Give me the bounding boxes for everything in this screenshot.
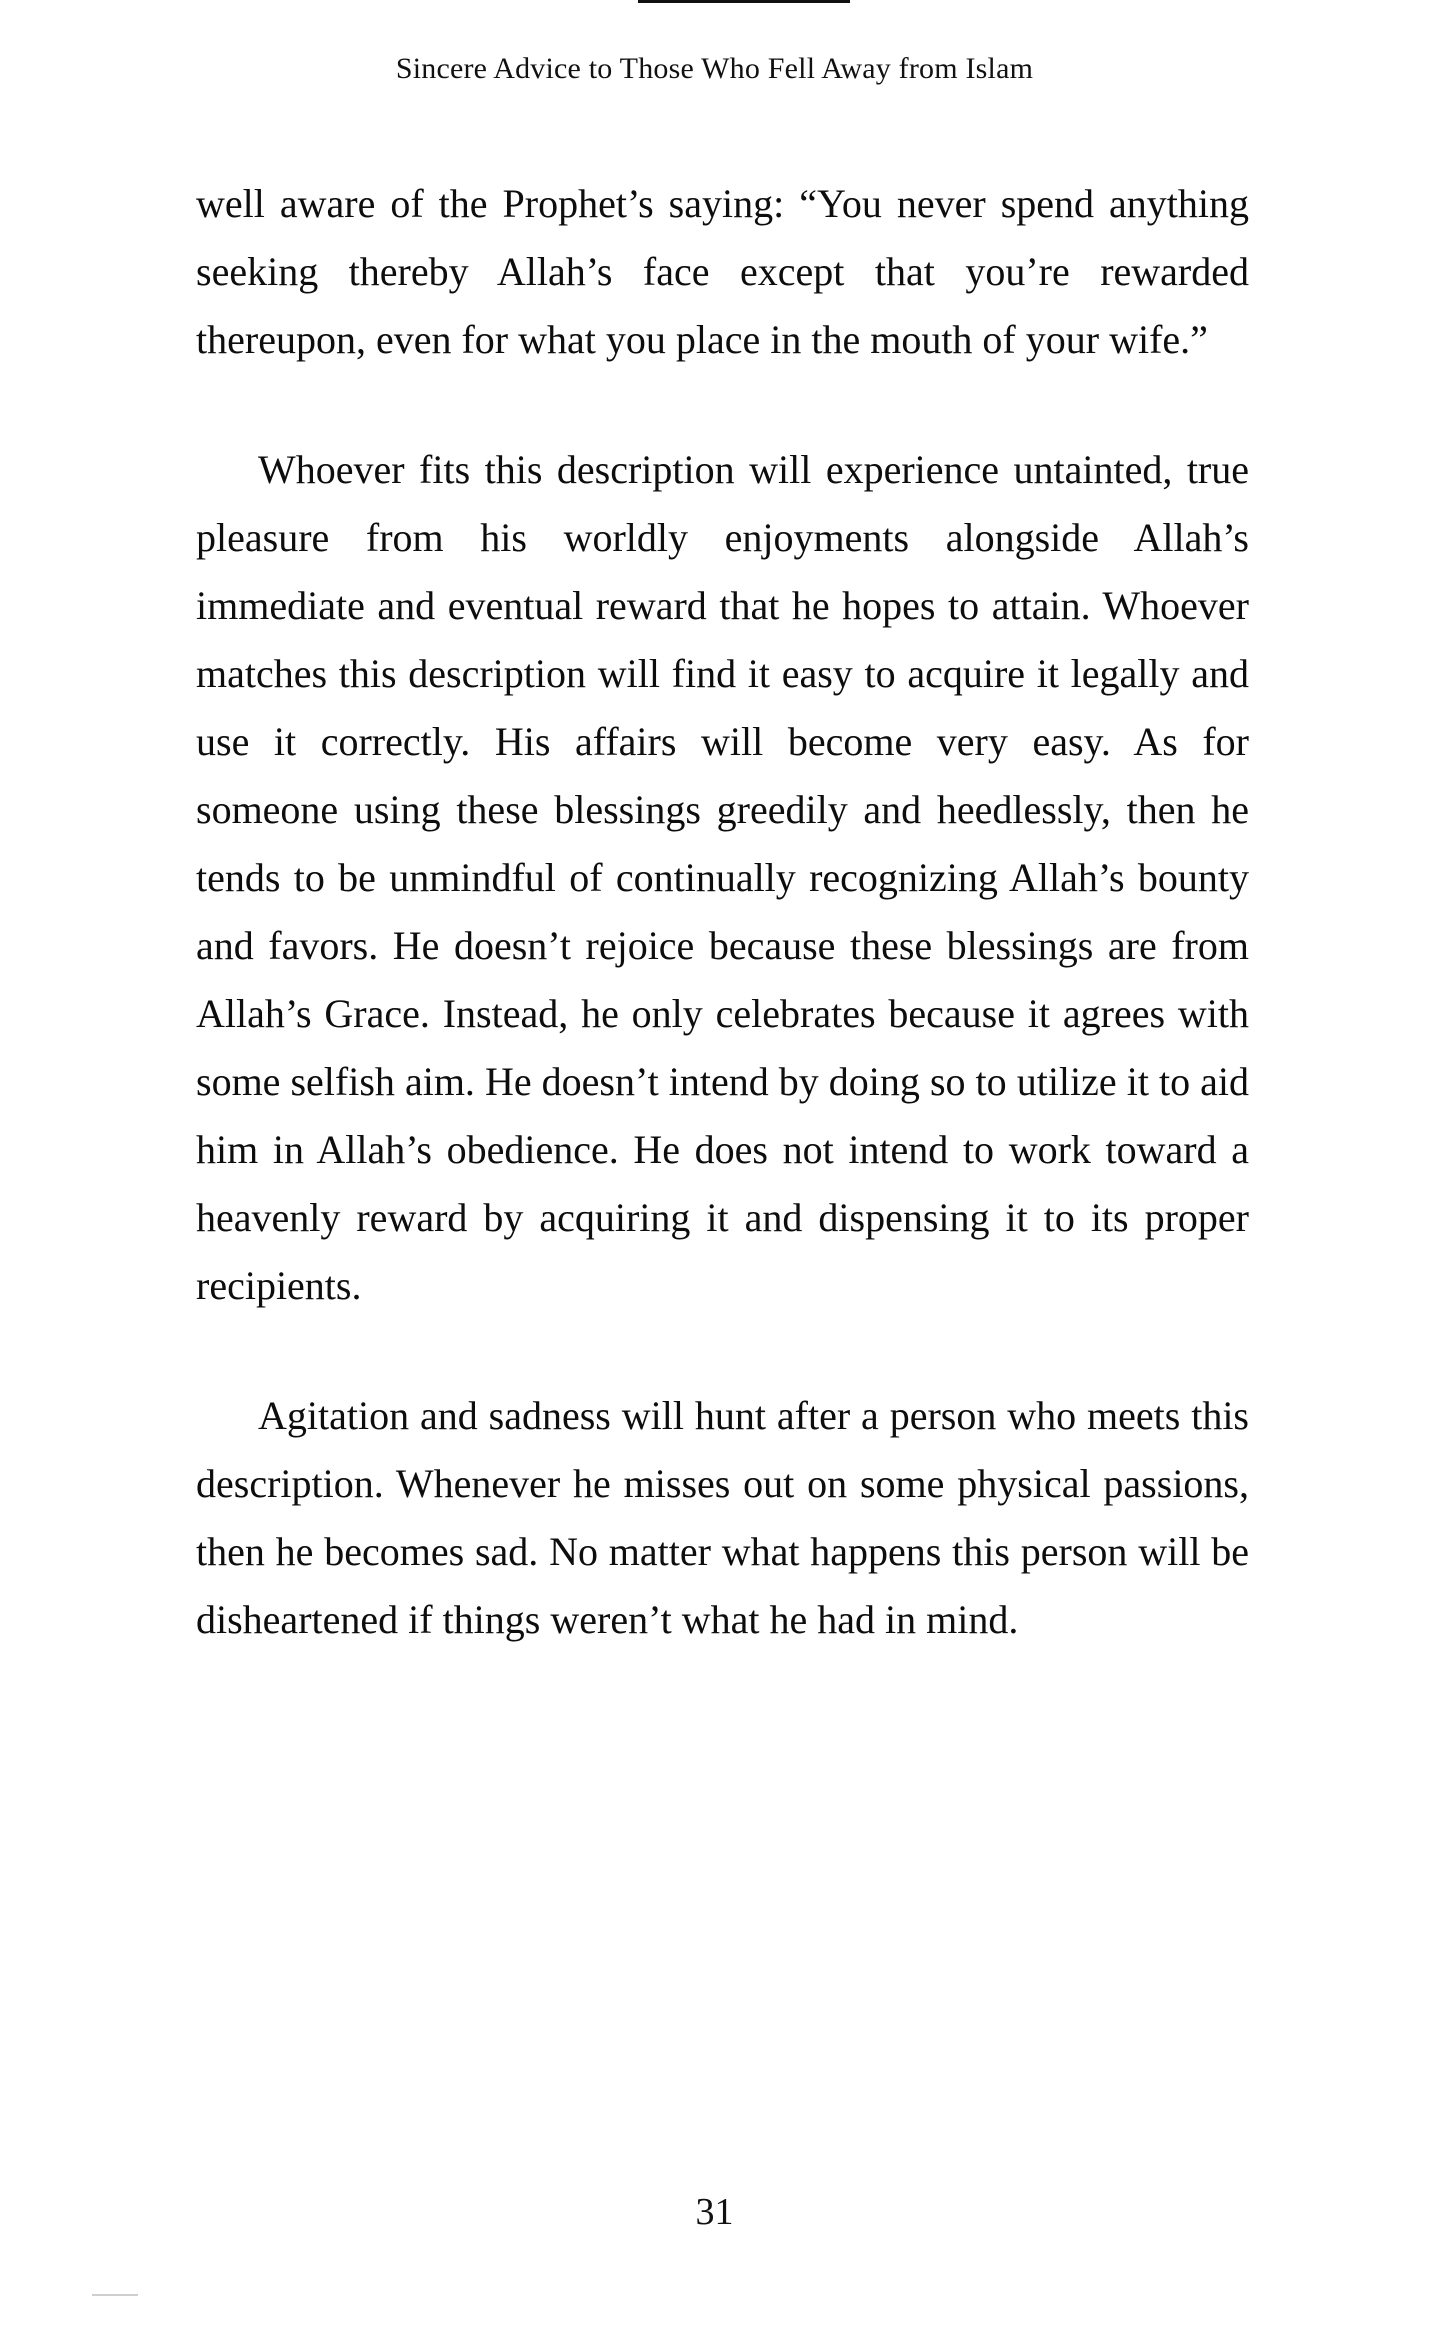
- page-number: 31: [695, 2191, 734, 2233]
- page-body: [196, 170, 1249, 1654]
- top-rule-decoration: [638, 0, 850, 3]
- paragraph-2: Whoever fits this description will experience untainted, true pleasure from his worldly enjoyments alongside Allah’s immediate and eventual reward that he hopes to attain. Whoever matches this description will find it easy to acquire it legally and use it correctly. His affairs will become very easy. As for someone using these blessings greedily and heedlessly, then he tends to be unmindful of continually recognizing Allah’s bounty and favors. He doesn’t rejoice because these blessings are from Allah’s Grace. Instead, he only celebrates because it agrees with some selfish aim. He doesn’t intend by doing so to utilize it to aid him in Allah’s obedience. He does not intend to work toward a heavenly reward by acquiring it and dispensing it to its proper recipients.: [196, 447, 1249, 1308]
- edge-mark-decoration: [92, 2294, 138, 2296]
- paragraph-1: well aware of the Prophet’s saying: “You never spend anything seeking thereby Allah’s face except that you’re rewarded thereupon, even for what you place in the mouth of your wife.”: [196, 181, 1249, 362]
- paragraph-3: Agitation and sadness will hunt after a person who meets this description. Whenever he misses out on some physical passions, then he becomes sad. No matter what happens this person will be disheartened if things weren’t what he had in mind.: [196, 1393, 1249, 1642]
- running-head: Sincere Advice to Those Who Fell Away from Islam: [395, 52, 1034, 85]
